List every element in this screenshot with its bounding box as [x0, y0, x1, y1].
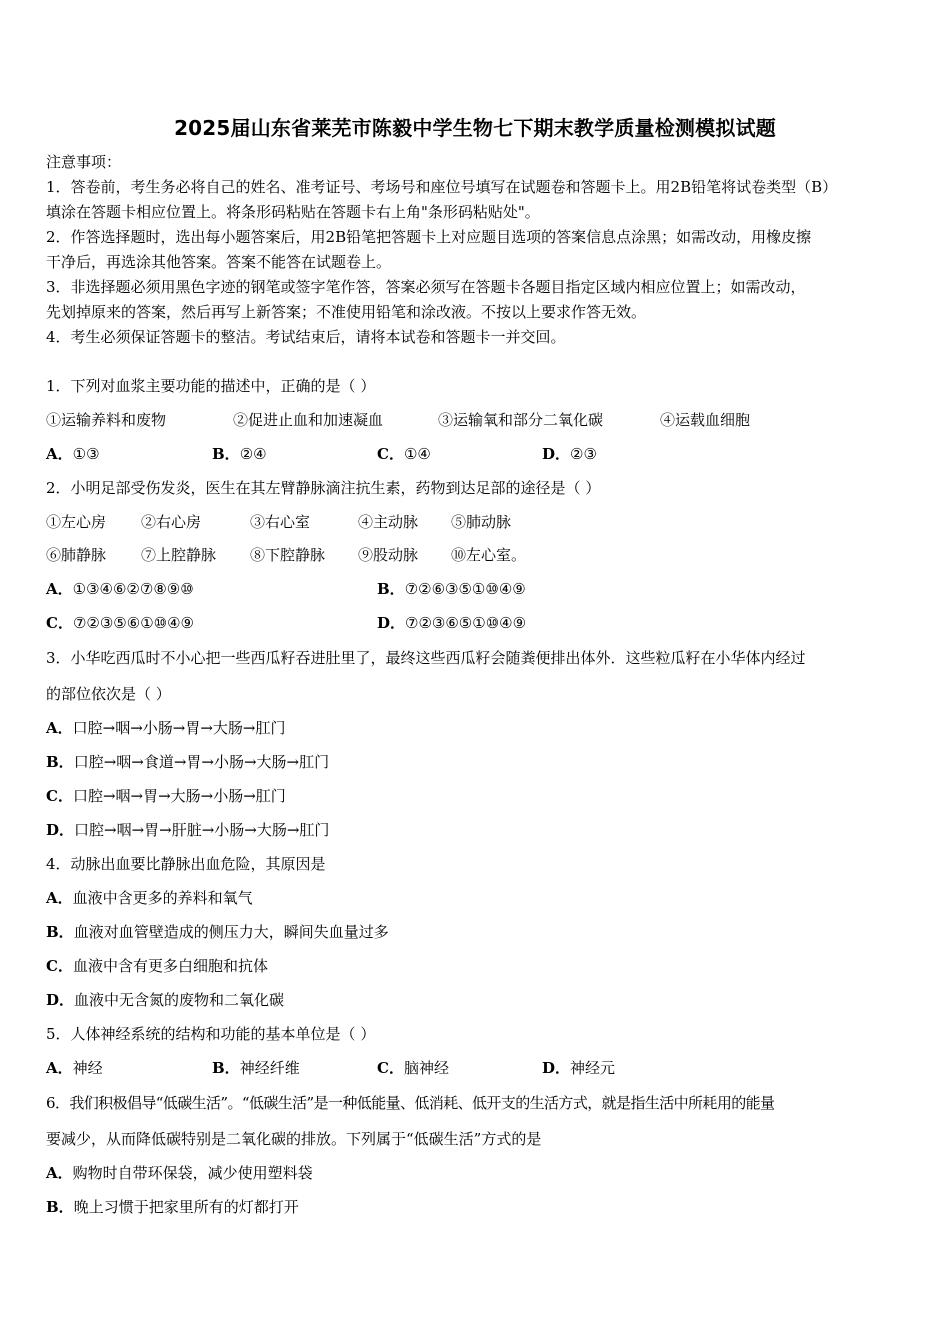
- q2-option-a[interactable]: [46, 579, 194, 599]
- option-text: 口腔→咽→食道→胃→小肠→大肠→肛门: [73, 753, 330, 771]
- q4-option-b[interactable]: [46, 922, 389, 942]
- notice-line: 2．作答选择题时，选出每小题答案后，用2B铅笔把答题卡上对应题目选项的答案信息点涂黑；如需改动，用橡皮擦: [46, 228, 812, 246]
- option-text: ⑦②③⑤⑥①⑩④⑨: [72, 614, 194, 632]
- option-text: ①③④⑥②⑦⑧⑨⑩: [72, 580, 194, 598]
- option-text: ①③: [72, 445, 100, 463]
- q5-option-b[interactable]: [212, 1058, 300, 1078]
- q3-option-b[interactable]: [46, 752, 329, 772]
- q3-option-d[interactable]: [46, 820, 329, 840]
- option-text: ①④: [403, 445, 431, 463]
- notice-line: 填涂在答题卡相应位置上。将条形码粘贴在答题卡右上角"条形码粘贴处"。: [46, 203, 540, 221]
- option-label: C．: [46, 957, 73, 975]
- option-label: D．: [542, 445, 571, 463]
- option-text: 脑神经: [403, 1059, 449, 1077]
- q1-item: ②促进止血和加速凝血: [233, 411, 384, 429]
- q1-option-c[interactable]: [377, 444, 431, 464]
- q2-item: ⑨股动脉: [358, 546, 419, 564]
- q1-option-a[interactable]: [46, 444, 100, 464]
- q2-item: ⑧下腔静脉: [250, 546, 326, 564]
- option-text: ②③: [570, 445, 597, 463]
- q1-option-d[interactable]: [542, 444, 597, 464]
- q5-stem: 5．人体神经系统的结构和功能的基本单位是（ ）: [46, 1025, 376, 1043]
- q2-item: ③右心室: [250, 513, 311, 531]
- option-label: A．: [46, 1059, 73, 1077]
- option-text: ②④: [239, 445, 267, 463]
- q6-stem-continued: 要减少，从而降低碳特别是二氧化碳的排放。下列属于“低碳生活”方式的是: [46, 1130, 542, 1148]
- q2-item: ②右心房: [141, 513, 202, 531]
- q2-option-b[interactable]: [377, 579, 526, 599]
- q4-option-a[interactable]: [46, 888, 253, 908]
- q3-stem: 3．小华吃西瓜时不小心把一些西瓜籽吞进肚里了，最终这些西瓜籽会随粪便排出体外．这些粒瓜籽在小华体内经过: [46, 649, 806, 667]
- q3-option-c[interactable]: [46, 786, 286, 806]
- option-label: B．: [212, 1059, 240, 1077]
- option-label: C．: [377, 445, 404, 463]
- q2-item: ⑥肺静脉: [46, 546, 107, 564]
- notice-heading: 注意事项：: [46, 153, 122, 171]
- notice-line: 3．非选择题必须用黑色字迹的钢笔或签字笔作答，答案必须写在答题卡各题目指定区域内相应位置上；如需改动，: [46, 278, 806, 296]
- option-label: B．: [46, 753, 74, 771]
- option-label: C．: [46, 614, 73, 632]
- q2-item: ①左心房: [46, 513, 107, 531]
- option-label: A．: [46, 445, 73, 463]
- q4-stem: 4．动脉出血要比静脉出血危险，其原因是: [46, 855, 326, 873]
- q4-option-d[interactable]: [46, 990, 284, 1010]
- q2-item: ⑩左心室。: [451, 546, 527, 564]
- option-label: A．: [46, 719, 73, 737]
- q3-option-a[interactable]: [46, 718, 285, 738]
- q5-option-d[interactable]: [542, 1058, 615, 1078]
- q1-item: ①运输养料和废物: [46, 411, 167, 429]
- option-text: 晚上习惯于把家里所有的灯都打开: [73, 1198, 299, 1216]
- option-label: D．: [46, 991, 75, 1009]
- q3-stem-continued: 的部位依次是（ ）: [46, 685, 171, 703]
- q5-option-c[interactable]: [377, 1058, 449, 1078]
- option-label: A．: [46, 580, 73, 598]
- option-text: 血液中含更多的养料和氧气: [72, 889, 253, 907]
- option-label: B．: [46, 923, 74, 941]
- option-label: B．: [46, 1198, 74, 1216]
- q1-stem: 1．下列对血浆主要功能的描述中，正确的是（ ）: [46, 377, 376, 395]
- page-title: 2025届山东省莱芜市陈毅中学生物七下期末教学质量检测模拟试题: [174, 116, 776, 140]
- q6-stem: 6．我们积极倡导“低碳生活”。“低碳生活”是一种低能量、低消耗、低开支的生活方式，就是指生活中所耗用的能量: [46, 1094, 775, 1112]
- option-text: 神经元: [570, 1059, 616, 1077]
- q2-option-d[interactable]: [377, 613, 526, 633]
- option-label: B．: [377, 580, 405, 598]
- option-label: B．: [212, 445, 240, 463]
- option-label: D．: [542, 1059, 571, 1077]
- notice-line: 干净后，再选涂其他答案。答案不能答在试题卷上。: [46, 253, 392, 271]
- option-text: ⑦②⑥③⑤①⑩④⑨: [404, 580, 526, 598]
- option-text: 血液中无含氮的废物和二氧化碳: [74, 991, 285, 1009]
- q2-item: ④主动脉: [358, 513, 419, 531]
- q2-item: ⑦上腔静脉: [141, 546, 217, 564]
- option-text: 神经: [72, 1059, 103, 1077]
- option-text: 血液中含有更多白细胞和抗体: [72, 957, 268, 975]
- option-label: C．: [377, 1059, 404, 1077]
- notice-line: 1．答卷前，考生务必将自己的姓名、准考证号、考场号和座位号填写在试题卷和答题卡上。用2B铅笔将试卷类型（B）: [46, 178, 838, 196]
- option-text: 口腔→咽→胃→大肠→小肠→肛门: [72, 787, 286, 805]
- option-text: 购物时自带环保袋，减少使用塑料袋: [72, 1164, 313, 1182]
- q4-option-c[interactable]: [46, 956, 268, 976]
- option-text: 口腔→咽→胃→肝脏→小肠→大肠→肛门: [74, 821, 330, 839]
- q6-option-b[interactable]: [46, 1197, 299, 1217]
- q2-option-c[interactable]: [46, 613, 194, 633]
- q1-option-b[interactable]: [212, 444, 267, 464]
- option-text: 神经纤维: [239, 1059, 300, 1077]
- option-text: 血液对血管壁造成的侧压力大，瞬间失血量过多: [73, 923, 389, 941]
- q1-item: ④运载血细胞: [660, 411, 751, 429]
- notice-line: 4．考生必须保证答题卡的整洁。考试结束后，请将本试卷和答题卡一并交回。: [46, 328, 566, 346]
- q6-option-a[interactable]: [46, 1163, 313, 1183]
- q1-item: ③运输氧和部分二氧化碳: [438, 411, 604, 429]
- q2-stem: 2．小明足部受伤发炎，医生在其左臂静脉滴注抗生素，药物到达足部的途径是（ ）: [46, 479, 601, 497]
- q2-item: ⑤肺动脉: [451, 513, 512, 531]
- option-text: ⑦②③⑥⑤①⑩④⑨: [405, 614, 527, 632]
- q5-option-a[interactable]: [46, 1058, 103, 1078]
- option-label: A．: [46, 1164, 73, 1182]
- option-text: 口腔→咽→小肠→胃→大肠→肛门: [72, 719, 286, 737]
- option-label: A．: [46, 889, 73, 907]
- option-label: D．: [46, 821, 75, 839]
- option-label: D．: [377, 614, 406, 632]
- notice-line: 先划掉原来的答案，然后再写上新答案；不准使用铅笔和涂改液。不按以上要求作答无效。: [46, 303, 647, 321]
- option-label: C．: [46, 787, 73, 805]
